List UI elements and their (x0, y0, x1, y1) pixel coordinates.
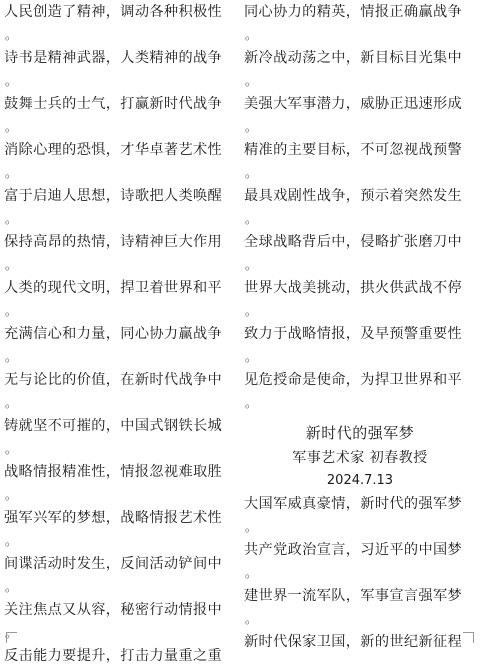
verse-period: 。 (5, 396, 18, 410)
verse-line: 保持高昂的热情，诗精神巨大作用 (4, 234, 223, 250)
verse-period: 。 (245, 120, 258, 134)
right-column (244, 0, 476, 654)
verse-line: 人民创造了精神，调动各种积极性 (4, 4, 223, 20)
verse-line: 富于启迪人思想，诗歌把人类唤醒 (4, 188, 223, 204)
verse-period: 。 (245, 74, 258, 88)
verse-period: 。 (5, 442, 18, 456)
verse-period: 。 (245, 304, 258, 318)
verse-period: 。 (5, 258, 18, 272)
verse-period: 。 (245, 166, 258, 180)
verse-period: 。 (245, 258, 258, 272)
poem-author: 军事艺术家 初春教授 (292, 450, 428, 466)
verse-line: 消除心理的恐惧，才华卓著艺术性 (4, 142, 223, 158)
verse-period: 。 (245, 396, 258, 410)
verse-line: 见危授命是使命，为捍卫世界和平 (244, 372, 463, 388)
left-column (4, 0, 236, 668)
verse-period: 。 (245, 612, 258, 626)
verse-line: 鼓舞士兵的士气，打赢新时代战争 (4, 96, 223, 112)
verse-line: 全球战略背后中，侵略扩张磨刀中 (244, 234, 463, 250)
right-column-top (244, 0, 476, 414)
verse-period: 。 (245, 350, 258, 364)
verse-period: 。 (5, 28, 18, 42)
verse-line: 美强大军事潜力，威胁正迅速形成 (244, 96, 463, 112)
verse-period: 。 (5, 350, 18, 364)
verse-line: 最具戏剧性战争，预示着突然发生 (244, 188, 463, 204)
verse-period: 。 (5, 534, 18, 548)
verse-line: 强军兴军的梦想，战略情报艺术性 (4, 510, 223, 526)
verse-period: 。 (5, 488, 18, 502)
verse-line: 世界大战美挑动，拱火供武战不停 (244, 280, 463, 296)
verse-line: 新时代保家卫国，新的世纪新征程 (244, 634, 463, 650)
verse-period: 。 (5, 166, 18, 180)
right-column-bottom (244, 492, 476, 654)
verse-period: 。 (245, 520, 258, 534)
verse-line: 建世界一流军队，军事宣言强军梦 (244, 588, 463, 604)
verse-line: 诗书是精神武器，人类精神的战争 (4, 50, 223, 66)
verse-line: 人类的现代文明，捍卫着世界和平 (4, 280, 223, 296)
poem-title: 新时代的强军梦 (305, 424, 415, 442)
poem-header (244, 420, 476, 492)
verse-line: 战略情报精准性，情报忽视难取胜 (4, 464, 223, 480)
verse-period: 。 (5, 74, 18, 88)
verse-period: 。 (245, 28, 258, 42)
verse-line: 致力于战略情报，及早预警重要性 (244, 326, 463, 342)
verse-period: 。 (5, 212, 18, 226)
verse-line: 无与论比的价值，在新时代战争中 (4, 372, 223, 388)
verse-line: 精准的主要目标，不可忽视战预警 (244, 142, 463, 158)
verse-period: 。 (245, 212, 258, 226)
verse-period: 。 (5, 120, 18, 134)
verse-line: 反击能力要提升，打击力量重之重 (4, 648, 223, 664)
verse-line: 铸就坚不可摧的，中国式钢铁长城 (4, 418, 223, 434)
page-corner-mark-left (6, 632, 17, 643)
verse-period: 。 (5, 580, 18, 594)
verse-line: 充满信心和力量，同心协力赢战争 (4, 326, 223, 342)
verse-period: 。 (245, 566, 258, 580)
verse-line: 大国军威真豪情，新时代的强军梦 (244, 496, 463, 512)
verse-line: 同心协力的精英，情报正确赢战争 (244, 4, 463, 20)
verse-line: 共产党政治宣言，习近平的中国梦 (244, 542, 463, 558)
verse-period: 。 (5, 304, 18, 318)
verse-line: 关注焦点又从容，秘密行动情报中 (4, 602, 223, 618)
page-corner-mark-right (463, 632, 474, 643)
verse-line: 新冷战动荡之中，新目标目光集中 (244, 50, 463, 66)
verse-line: 间谍活动时发生，反间活动铲间中 (4, 556, 223, 572)
poem-date: 2024.7.13 (326, 473, 394, 488)
verse-period: 。 (5, 626, 18, 640)
